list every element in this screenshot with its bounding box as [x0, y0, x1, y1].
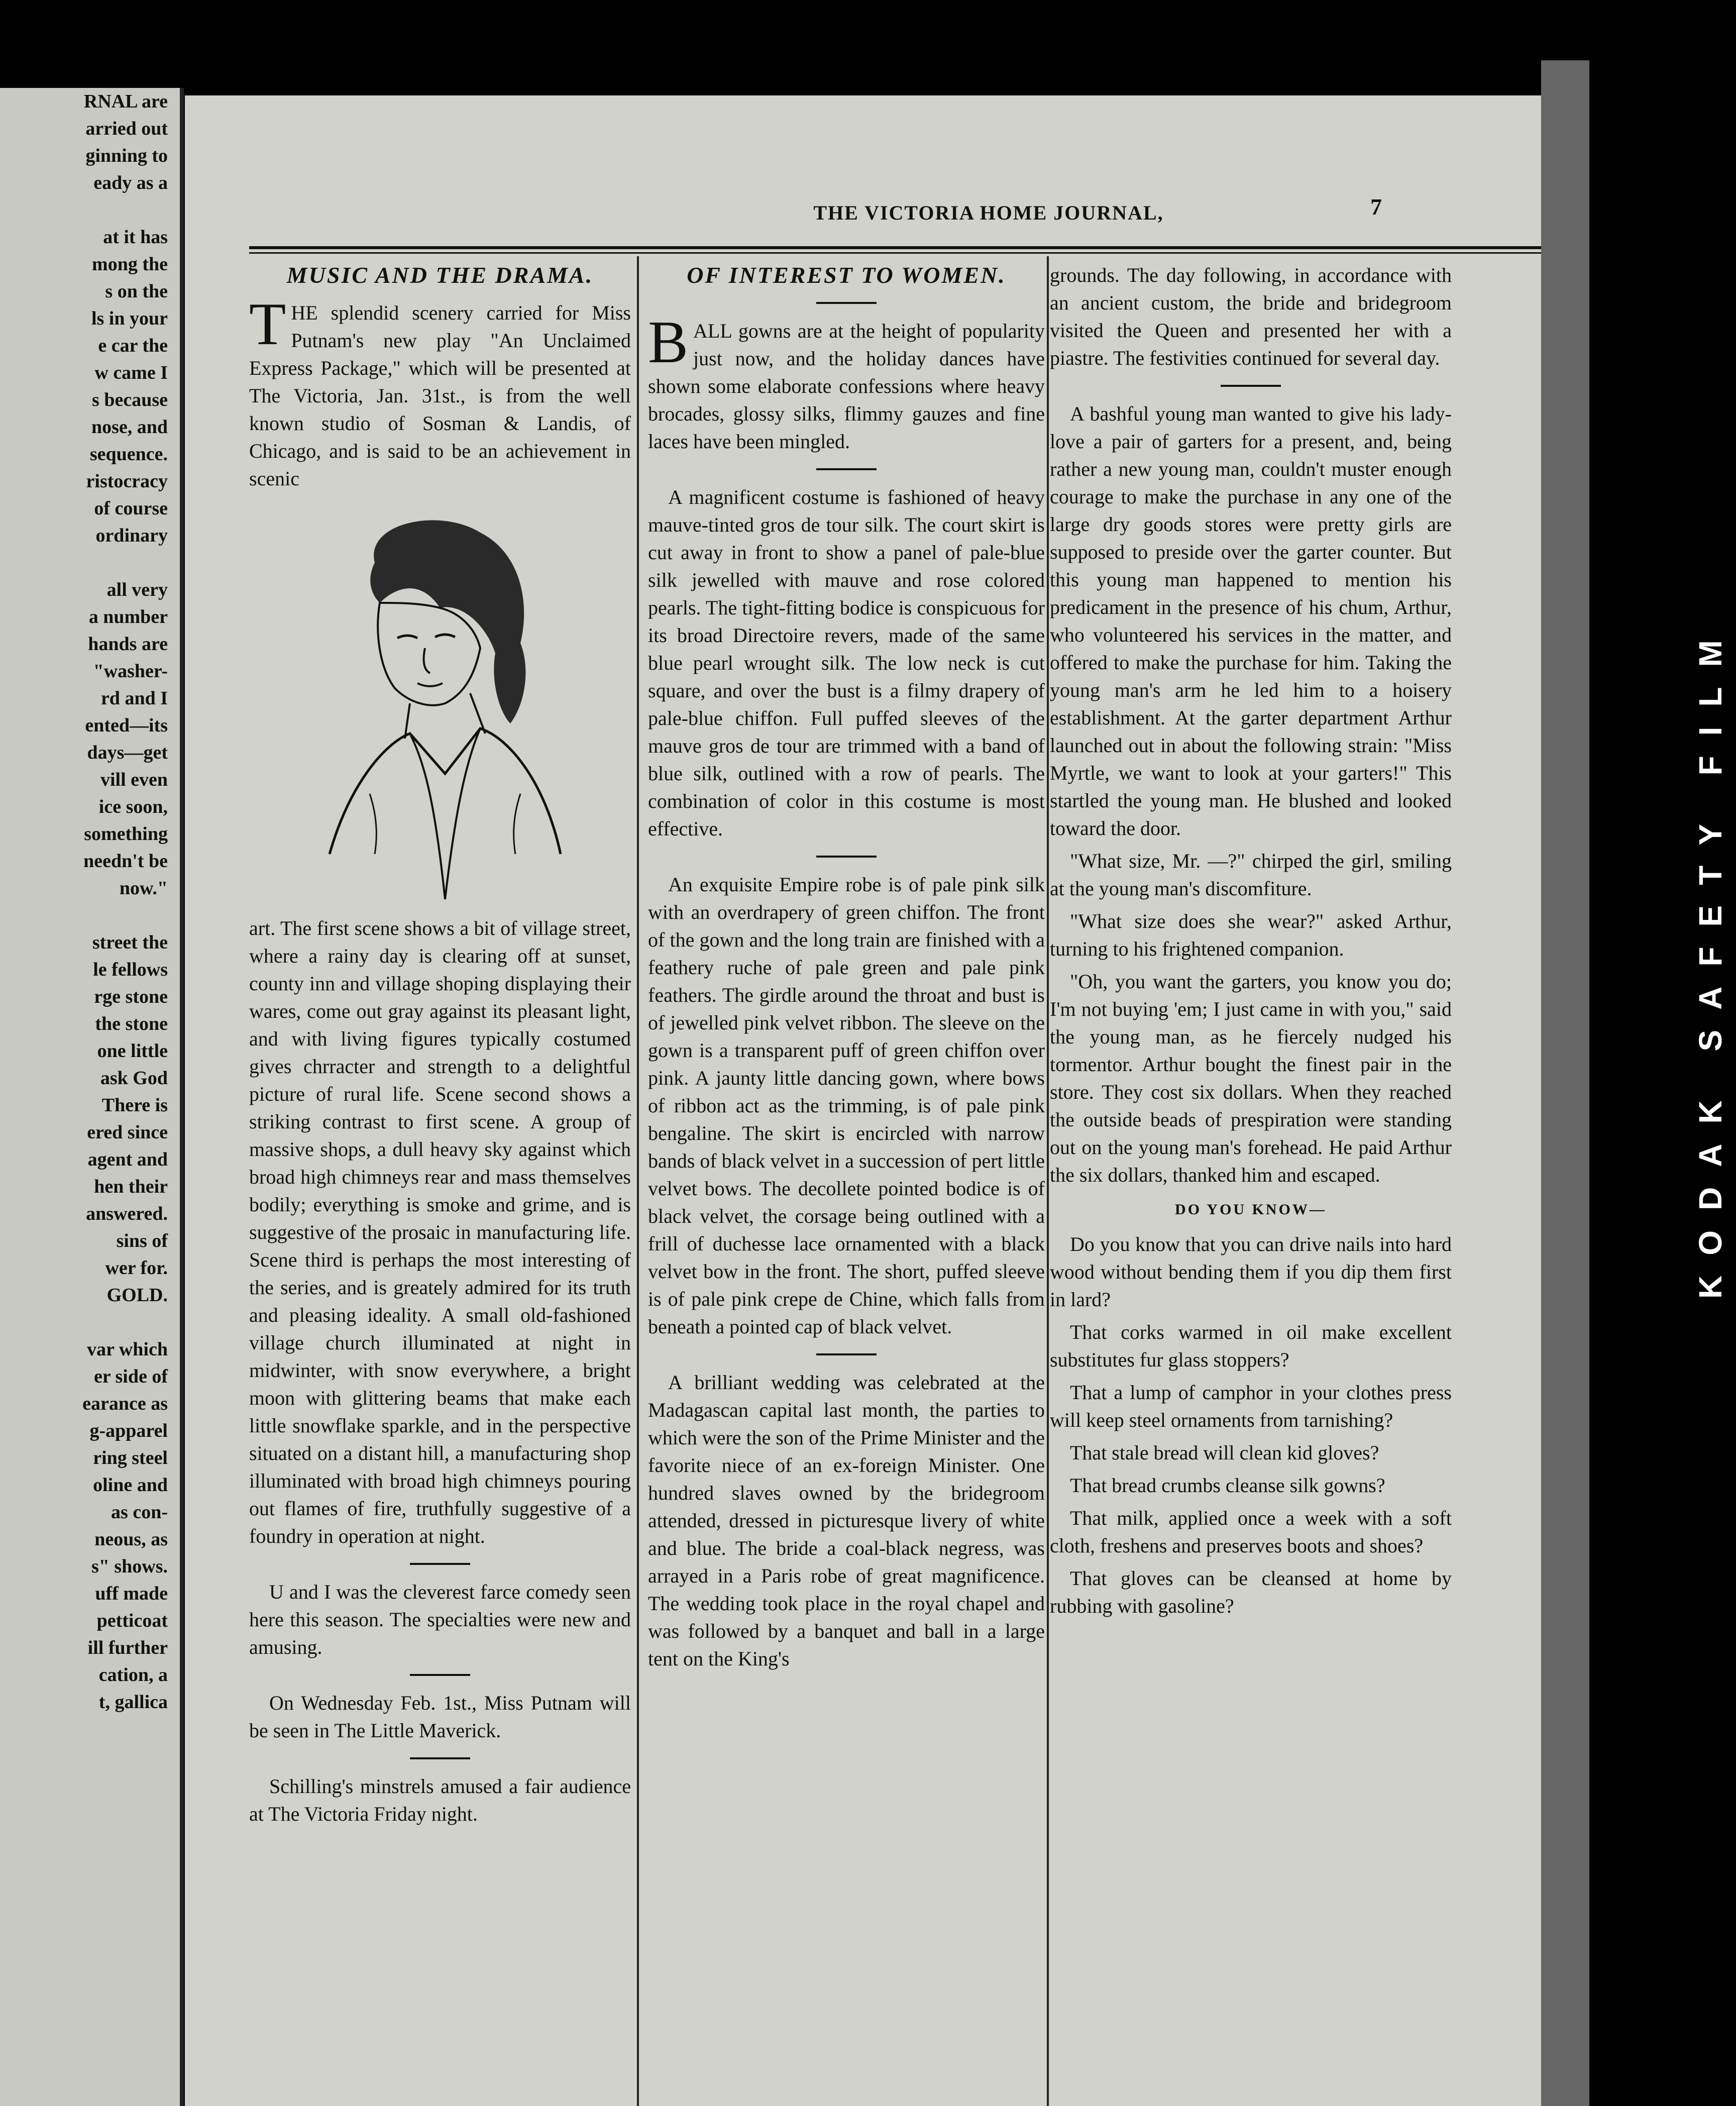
facing-page-line: agent and	[87, 1149, 168, 1170]
facing-page-line: petticoat	[96, 1610, 168, 1631]
paragraph: art. The first scene shows a bit of village street, where a rainy day is clearing off at sunset, county inn and village shoping displaying their wares, come out gray against its pleasant light, and with living figures typically costumed gives chrracter and strength to a delightful picture of rural life. Scene second shows a striking contrast to first scene. A group of massive shops, a dull heavy sky against which broad high chimneys rear and mass themselves bodily; everything is smoke and grime, and is suggestive of the prosaic in manufacturing life. Scene third is perhaps the most interesting of the series, and is greately admired for its truth and pleasing ideality. A small old-fashioned village church illuminated at night in midwinter, with snow everywhere, a bright moon with glittering beams that make each little snowflake sparkle, and in the perspective situated on a distant hill, a manufacturing shop illuminated with broad high chimneys pouring out flames of fire, truthfully suggestive of a foundry in operation at night.	[249, 917, 631, 1547]
facing-page-line: g-apparel	[89, 1420, 168, 1441]
list-item: That milk, applied once a week with a soft cloth, freshens and preserves boots and shoes?	[1050, 1507, 1452, 1557]
facing-page-line: rge stone	[94, 986, 168, 1007]
facing-page-line	[0, 1309, 180, 1336]
list-item: Do you know that you can drive nails into hard wood without bending them if you dip them first in lard?	[1050, 1233, 1452, 1311]
facing-page-line: le fellows	[93, 959, 168, 980]
facing-page-line: needn't be	[83, 851, 168, 872]
separator-rule	[1221, 385, 1281, 387]
paragraph: U and I was the cleverest farce comedy seen here this season. The specialties were new and amusing.	[249, 1581, 631, 1658]
header-rule-thin	[249, 252, 1541, 254]
facing-page-line: ristocracy	[86, 471, 168, 492]
facing-page-line: sequence.	[89, 444, 168, 465]
facing-page-line: something	[84, 823, 168, 845]
paragraph: "What size, Mr. —?" chirped the girl, smiling at the young man's discomfiture.	[1050, 850, 1452, 900]
facing-page-text	[0, 88, 180, 1716]
paragraph: An exquisite Empire robe is of pale pink silk with an overdrapery of green chiffon. The front of the gown and the long train are finished with a feathery ruche of pale green and pale pink feathers. The girdle around the throat and bust is of jewelled pink velvet ribbon. The sleeve on the gown is a transparent puff of green chiffon over pink. A jaunty little dancing gown, where bows of ribbon act as the trimming, is of pale pink bengaline. The skirt is encircled with narrow bands of black velvet in a succession of pert little velvet bows. The decollete pointed bodice is of black velvet, the corsage being outlined with a frill of duchesse lace ornamented with a black velvet bow in the front. The short, puffed sleeve is of pale pink crepe de Chine, which falls from beneath a pointed cap of black velvet.	[648, 873, 1045, 1338]
facing-page-line: ordinary	[95, 525, 168, 546]
paragraph: grounds. The day following, in accordance with an ancient custom, the bride and bridegroom visited the Queen and presented her with a piastre. The festivities continued for several day.	[1050, 264, 1452, 369]
facing-page-line: ask God	[100, 1068, 168, 1089]
facing-page-line: ls in your	[91, 308, 168, 329]
facing-page-line: ring steel	[93, 1447, 168, 1468]
facing-page-line: hen their	[94, 1176, 168, 1197]
section-heading-music: MUSIC AND THE DRAMA.	[286, 262, 594, 288]
facing-page-line: uff made	[95, 1583, 168, 1604]
paragraph: A brilliant wedding was celebrated at the Madagascan capital last month, the parties to which were the son of the Prime Minister and the favorite niece of an ex-foreign Minister. One hundred slaves owned by the bridegroom attended, dressed in picturesque livery of white and blue. The bride a coal-black negress, was arrayed in a Paris robe of great magnificence. The wedding took place in the royal chapel and was followed by a banquet and ball in a large tent on the King's	[648, 1371, 1045, 1670]
facing-page-line	[0, 549, 180, 576]
paragraph: A bashful young man wanted to give his lady-love a pair of garters for a present, and, being rather a new young man, couldn't muster enough courage to make the purchase in any one of the large dry goods stores were pretty girls are supposed to preside over the garter counter. But this young man happened to mention his predicament in the presence of his chum, Arthur, who volunteered his services in the matter, and offered to make the purchase for him. Taking the young man's arm he led him to a hoisery establishment. At the garter department Arthur launched out in about the following strain: "Miss Myrtle, we want to look at your garters!" This startled the young man. He blushed and looked toward the door.	[1050, 402, 1452, 839]
column-music-drama	[249, 261, 631, 2106]
paragraph: BALL gowns are at the height of popularity just now, and the holiday dances have shown some elaborate confessions where heavy brocades, glossy silks, flimmy gauzes and fine laces have been mingled.	[648, 308, 1045, 453]
facing-page-line: days—get	[87, 742, 168, 763]
film-edge-strip	[1688, 0, 1736, 2106]
facing-page-line: as con-	[111, 1502, 168, 1523]
facing-page-line: rd and I	[100, 688, 168, 709]
drop-cap: T	[249, 290, 286, 357]
separator-rule	[410, 1674, 470, 1676]
list-item: That a lump of camphor in your clothes press will keep steel ornaments from tarnishing?	[1050, 1381, 1452, 1431]
woman-portrait-illustration	[309, 502, 571, 904]
section-heading-women: OF INTEREST TO WOMEN.	[687, 262, 1006, 288]
paragraph: On Wednesday Feb. 1st., Miss Putnam will be seen in The Little Maverick.	[249, 1692, 631, 1742]
facing-page-line: w came I	[94, 362, 168, 383]
facing-page-line: mong the	[92, 254, 168, 275]
drop-cap: B	[648, 308, 689, 375]
page-edge	[1541, 60, 1589, 2106]
facing-page-line: sins of	[116, 1230, 168, 1251]
paragraph: "What size does she wear?" asked Arthur, turning to his frightened companion.	[1050, 910, 1452, 960]
facing-page-line: the stone	[95, 1013, 168, 1034]
facing-page-line: at it has	[103, 227, 168, 248]
facing-page-line: ered since	[87, 1122, 168, 1143]
facing-page	[0, 88, 184, 2106]
facing-page-line: arried out	[85, 118, 168, 139]
facing-page-line: now."	[119, 878, 168, 899]
column-interest-women	[648, 261, 1045, 2106]
paragraph: A magnificent costume is fashioned of heavy mauve-tinted gros de tour silk. The court skirt is cut away in front to show a panel of pale-blue silk jewelled with mauve and rose colored pearls. The tight-fitting bodice is conspicuous for its broad Directoire revers, made of the same blue pearl wrought silk. The low neck is cut square, and over the bust is a filmy drapery of pale-blue chiffon. Full puffed sleeves of the mauve gros de tour are trimmed with a band of blue silk, outlined with a row of pearls. The combination of color in this costume is most effective.	[648, 486, 1045, 840]
facing-page-line: nose, and	[91, 416, 168, 438]
facing-page-line: e car the	[98, 335, 168, 356]
facing-page-line: all very	[106, 579, 168, 600]
facing-page-line: t, gallica	[98, 1692, 168, 1713]
masthead-title: THE VICTORIA HOME JOURNAL,	[813, 201, 1164, 224]
facing-page-line: hands are	[88, 634, 168, 655]
facing-page-line: oline and	[93, 1475, 168, 1496]
facing-page-line: neous, as	[94, 1529, 168, 1550]
list-item: That bread crumbs cleanse silk gowns?	[1070, 1474, 1385, 1497]
separator-rule	[410, 1757, 470, 1759]
list-item: That corks warmed in oil make excellent substitutes fur glass stoppers?	[1050, 1321, 1452, 1371]
facing-page-line: "washer-	[93, 661, 168, 682]
list-item: That stale bread will clean kid gloves?	[1070, 1441, 1379, 1464]
facing-page-line: one little	[97, 1040, 168, 1062]
facing-page-line: vill even	[100, 769, 168, 790]
newspaper-page	[185, 95, 1541, 2106]
facing-page-line	[0, 196, 180, 224]
subheading-do-you-know: DO YOU KNOW—	[1175, 1201, 1327, 1218]
facing-page-line: ented—its	[85, 715, 168, 736]
separator-rule	[816, 1353, 877, 1355]
facing-page-line: earance as	[82, 1393, 168, 1414]
film-edge-label: KODAK SAFETY FILM	[1692, 620, 1728, 1299]
separator-rule	[410, 1563, 470, 1565]
facing-page-line: of course	[94, 498, 168, 519]
separator-rule	[816, 856, 877, 858]
facing-page-line: cation, a	[98, 1664, 168, 1686]
column-continued	[1050, 261, 1452, 2106]
facing-page-line: s because	[92, 389, 168, 410]
facing-page-line: street the	[92, 932, 168, 953]
column-divider-1	[637, 256, 639, 2106]
facing-page-line: GOLD.	[106, 1285, 168, 1306]
facing-page-line: ice soon,	[98, 796, 168, 817]
separator-rule	[816, 302, 877, 304]
list-item: That gloves can be cleansed at home by rubbing with gasoline?	[1050, 1567, 1452, 1617]
facing-page-line: answered.	[86, 1203, 168, 1224]
separator-rule	[816, 468, 877, 470]
facing-page-line: a number	[88, 606, 168, 627]
paragraph: Schilling's minstrels amused a fair audience at The Victoria Friday night.	[249, 1775, 631, 1825]
facing-page-line: s" shows.	[91, 1556, 168, 1577]
facing-page-line: RNAL are	[83, 91, 168, 112]
header-rule	[249, 246, 1541, 249]
facing-page-line: eady as a	[93, 172, 168, 193]
facing-page-line: ginning to	[85, 145, 168, 166]
facing-page-line: s on the	[105, 281, 168, 302]
paragraph: THE splendid scenery carried for Miss Putnam's new play "An Unclaimed Express Package," which will be presented at The Victoria, Jan. 31st., is from the well known studio of Sosman & Landis, of Chicago, and is said to be an achievement in scenic	[249, 290, 631, 490]
column-divider-2	[1047, 256, 1049, 2106]
facing-page-line	[0, 902, 180, 929]
facing-page-line: ill further	[87, 1637, 168, 1658]
page-number: 7	[1370, 194, 1382, 220]
paragraph: "Oh, you want the garters, you know you do; I'm not buying 'em; I just came in with you," said the young man, as he fiercely nudged his tormentor. Arthur bought the finest pair in the store. They cost six dollars. When they reached the outside beads of prespiration were standing out on the young man's forehead. He paid Arthur the six dollars, thanked him and escaped.	[1050, 970, 1452, 1186]
facing-page-line: wer for.	[105, 1257, 168, 1279]
facing-page-line: var which	[87, 1339, 168, 1360]
facing-page-line: There is	[101, 1095, 168, 1116]
facing-page-line: er side of	[93, 1366, 168, 1387]
